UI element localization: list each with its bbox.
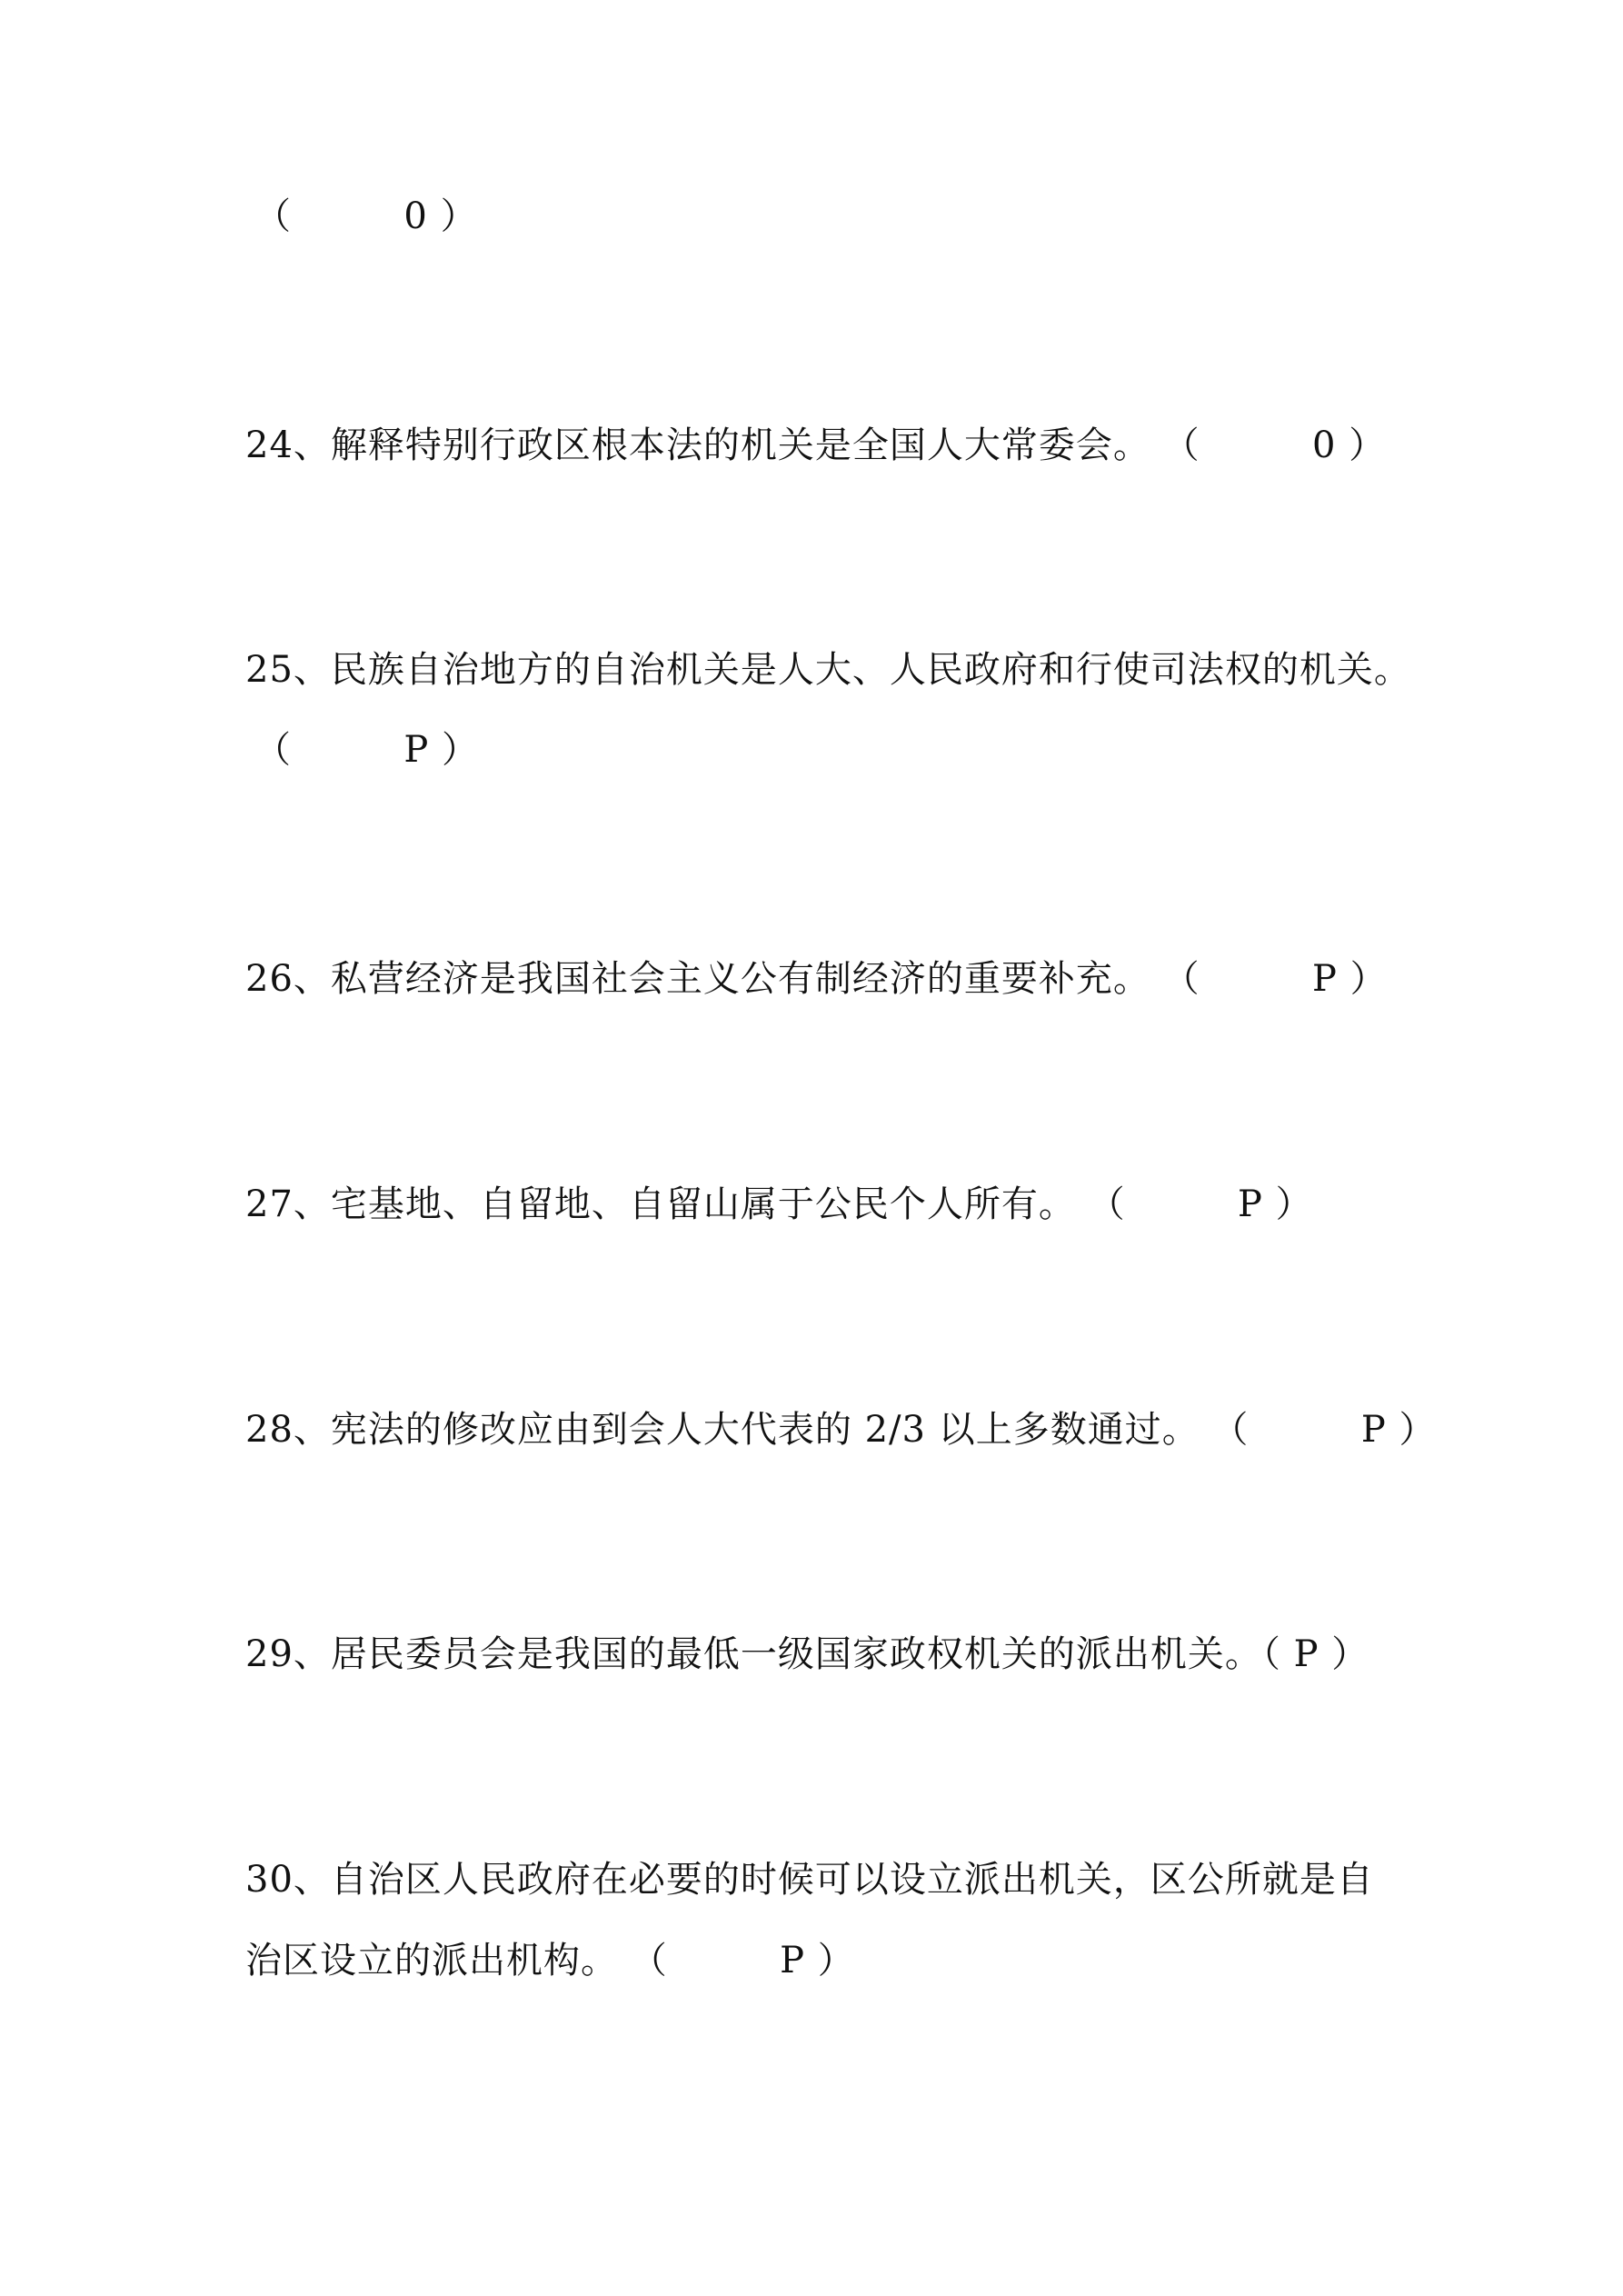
question-30-continued: 治区设立的派出机构。 （ P ） (245, 1940, 855, 1982)
question-26: 26、私营经济是我国社会主义公有制经济的重要补充。 （ P ） (245, 958, 1388, 1000)
answer-line-23: （ 0 ） (254, 195, 478, 237)
question-30: 30、自治区人民政府在必要的时候可以设立派出机关，区公所就是自 (245, 1859, 1374, 1901)
answer-line-25: （ P ） (254, 729, 480, 771)
question-28: 28、宪法的修改应由到会人大代表的 2/3 以上多数通过。 （ P ） (245, 1409, 1437, 1451)
question-29: 29、居民委员会是我国的最低一级国家政权机关的派出机关。（ P ） (245, 1633, 1369, 1675)
question-24: 24、解释特别行政区根本法的机关是全国人大常委会。 （ 0 ） (245, 424, 1387, 466)
question-25: 25、民族自治地方的自治机关是人大、人民政府和行使司法权的机关。 (245, 649, 1411, 691)
question-27: 27、宅基地、自留地、自留山属于公民个人所有。 （ P ） (245, 1183, 1313, 1225)
